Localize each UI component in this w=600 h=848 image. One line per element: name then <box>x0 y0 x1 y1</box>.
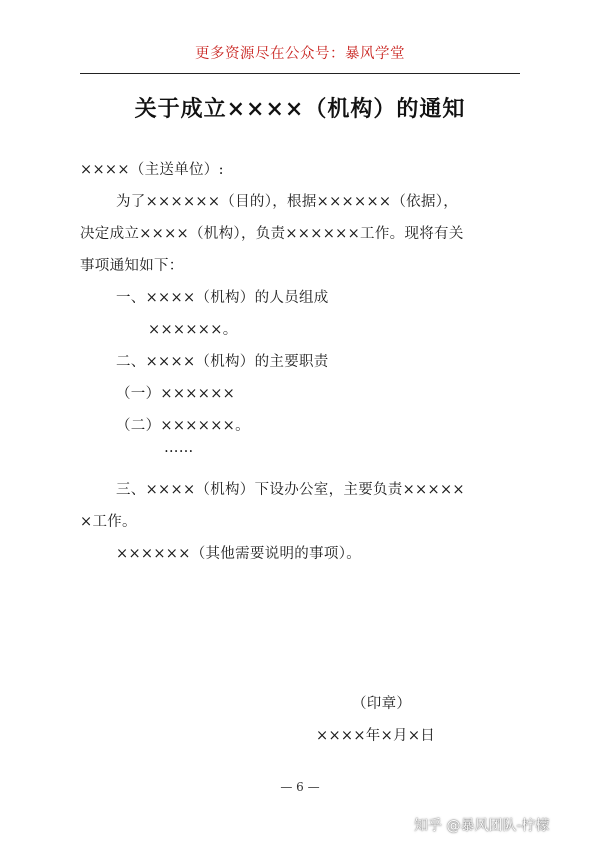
intro-line-3: 事项通知如下： <box>80 258 184 274</box>
section-3-line-1: 三、××××（机构）下设办公室，主要负责××××× <box>116 482 465 498</box>
section-2-item-1: （一）×××××× <box>116 386 236 402</box>
section-1-body: ××××××。 <box>148 322 238 338</box>
header-promo-text: 更多资源尽在公众号：暴风学堂 <box>195 46 405 62</box>
header-divider <box>80 73 520 74</box>
signature-date: ××××年×月×日 <box>316 728 436 744</box>
intro-line-2: 决定成立××××（机构），负责××××××工作。现将有关 <box>80 226 464 242</box>
addressee: ××××（主送单位）: <box>80 162 224 178</box>
page-number: — 6 — <box>280 780 320 794</box>
section-1-heading: 一、××××（机构）的人员组成 <box>116 290 329 306</box>
watermark-text: 知乎 @暴风团队-柠檬 <box>414 818 550 834</box>
intro-line-1: 为了××××××（目的），根据××××××（依据）， <box>116 194 459 210</box>
document-title: 关于成立××××（机构）的通知 <box>134 96 466 122</box>
closing-note: ××××××（其他需要说明的事项）。 <box>116 546 362 562</box>
section-2-heading: 二、××××（机构）的主要职责 <box>116 354 329 370</box>
seal-label: （印章） <box>352 696 412 712</box>
section-2-ellipsis: …… <box>164 440 194 456</box>
section-3-line-2: ×工作。 <box>80 514 137 530</box>
section-2-item-2: （二）××××××。 <box>116 418 250 434</box>
